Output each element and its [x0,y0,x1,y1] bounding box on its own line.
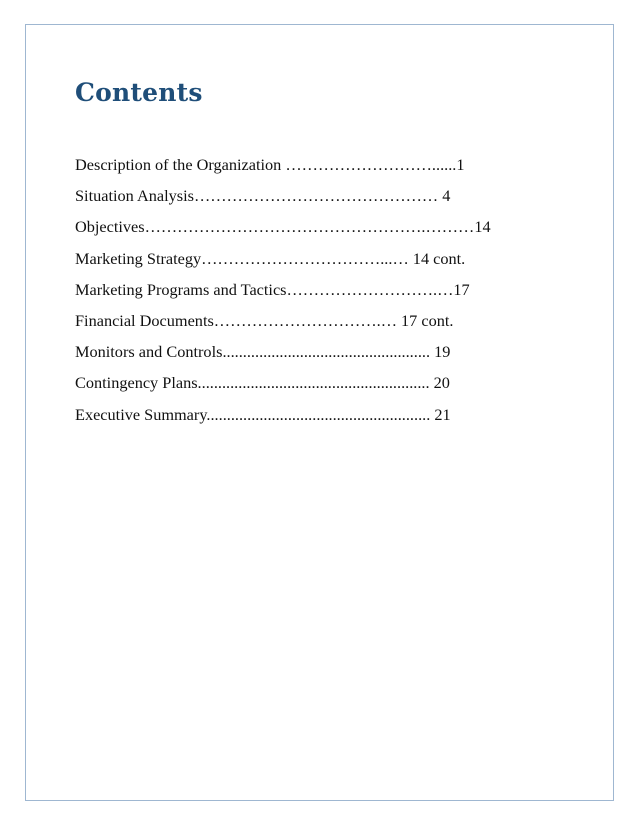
toc-entry-financial-documents: Financial Documents………………………….… 17 cont. [75,310,454,330]
toc-entry-objectives: Objectives…………………………………………….………14 [75,217,491,237]
toc-entry-contingency-plans: Contingency Plans......................................................... 20 [75,373,450,393]
toc-entry-executive-summary: Executive Summary....................................................... 21 [75,404,451,424]
contents-heading: Contents [75,78,203,107]
toc-entry-monitors-controls: Monitors and Controls................................................... 19 [75,342,451,362]
toc-entry-marketing-programs: Marketing Programs and Tactics……………………….…17 [75,279,470,299]
table-of-contents [75,154,565,435]
toc-entry-description: Description of the Organization ………………………......1 [75,155,465,174]
toc-entry-situation-analysis: Situation Analysis……………………………………… 4 [75,186,451,206]
toc-entry-marketing-strategy: Marketing Strategy……………………………...… 14 cont. [75,248,466,268]
